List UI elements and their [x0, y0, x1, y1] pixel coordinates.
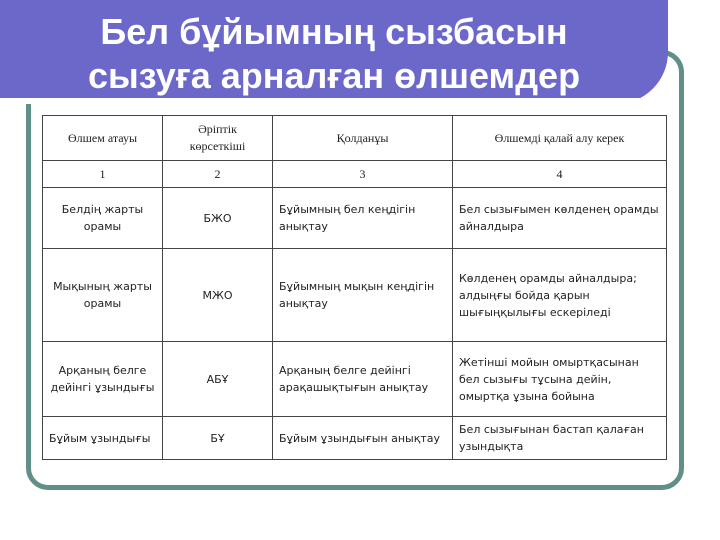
column-number: 4 — [453, 161, 667, 188]
title-band — [0, 0, 668, 104]
header-cell: Өлшем атауы — [43, 116, 163, 161]
measure-name: Бұйым ұзындығы — [43, 417, 163, 460]
measure-code: БЖО — [163, 188, 273, 249]
table-header-row — [43, 116, 667, 161]
measure-code: БҰ — [163, 417, 273, 460]
column-number: 3 — [273, 161, 453, 188]
measure-usage: Бұйымның бел кеңдігін анықтау — [273, 188, 453, 249]
measure-method: Жетінші мойын омыртқасынан бел сызығы тұсына дейін, омыртқа ұзына бойына — [453, 342, 667, 417]
column-number: 2 — [163, 161, 273, 188]
measure-name: Мықының жарты орамы — [43, 249, 163, 342]
measure-usage: Арқаның белге дейінгі арақашықтығын анықтау — [273, 342, 453, 417]
header-cell: Өлшемді қалай алу керек — [453, 116, 667, 161]
column-number: 1 — [43, 161, 163, 188]
measure-name: Арқаның белге дейінгі ұзындығы — [43, 342, 163, 417]
title-underline — [0, 98, 640, 104]
header-cell: Әріптік көрсеткіші — [163, 116, 273, 161]
measure-method: Бел сызығымен көлденең орамды айналдыра — [453, 188, 667, 249]
measure-usage: Бұйым ұзындығын анықтау — [273, 417, 453, 460]
measure-usage: Бұйымның мықын кеңдігін анықтау — [273, 249, 453, 342]
slide-title — [0, 10, 668, 98]
measure-code: МЖО — [163, 249, 273, 342]
measure-method: Бел сызығынан бастап қалаған узындықта — [453, 417, 667, 460]
table-row — [43, 188, 667, 249]
title-line-2: сызуға арналған өлшемдер — [87, 55, 581, 96]
table-row — [43, 342, 667, 417]
table-row — [43, 249, 667, 342]
measure-method: Көлденең орамды айналдыра; алдыңғы бойда қарын шығыңқылығы ескеріледі — [453, 249, 667, 342]
table-row — [43, 417, 667, 460]
column-number-row — [43, 161, 667, 188]
header-cell: Қолданұы — [273, 116, 453, 161]
measurements-table — [42, 115, 667, 460]
measure-code: АБҰ — [163, 342, 273, 417]
title-line-1: Бел бұйымның сызбасын — [100, 11, 568, 52]
measure-name: Белдің жарты орамы — [43, 188, 163, 249]
